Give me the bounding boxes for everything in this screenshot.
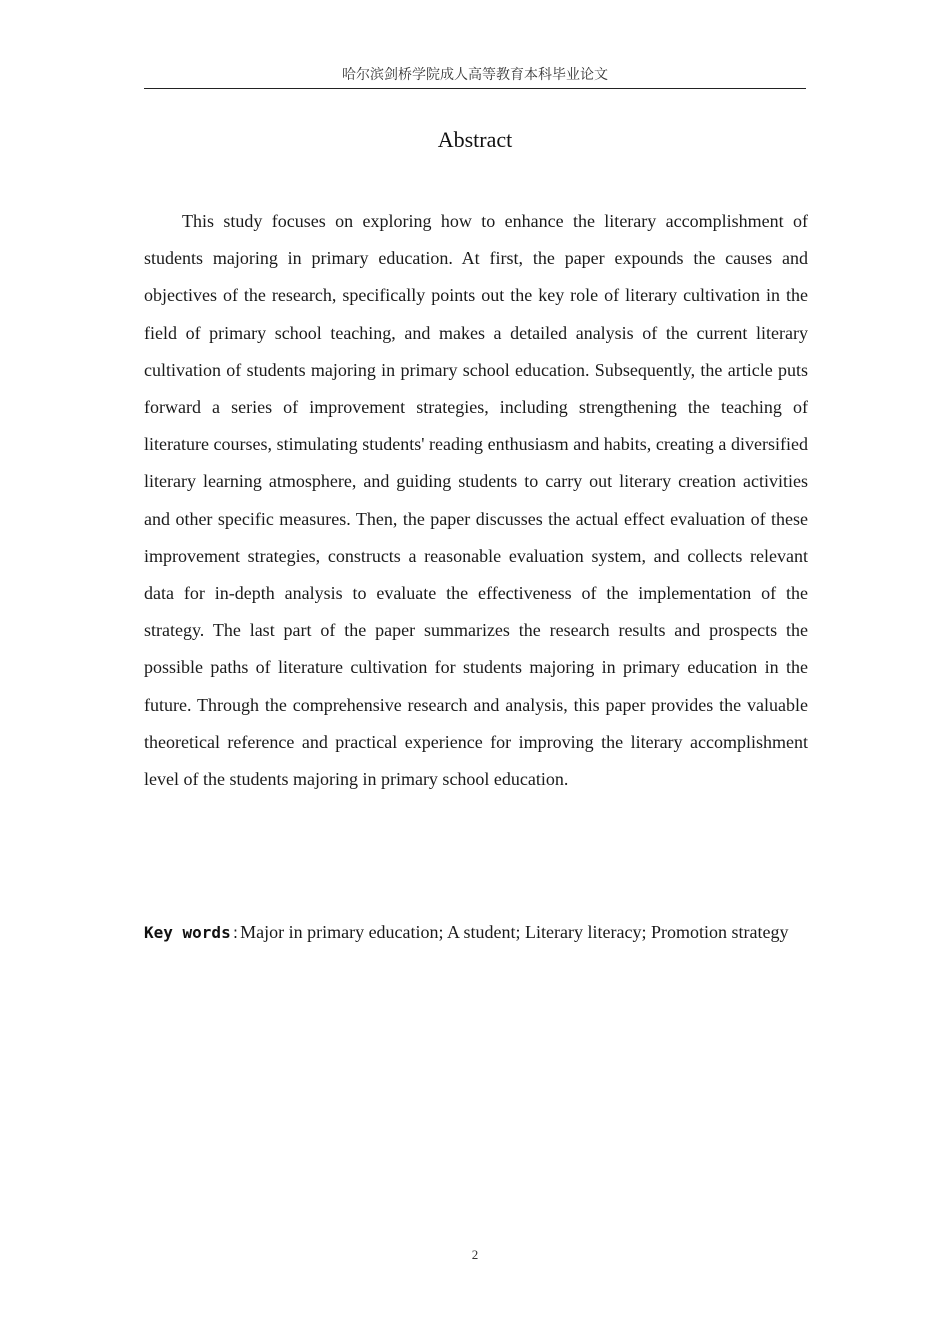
running-header: 哈尔滨剑桥学院成人高等教育本科毕业论文 [342, 67, 608, 83]
page-number: 2 [471, 1247, 479, 1262]
abstract-title: Abstract [437, 127, 513, 152]
keywords-label: Key words [144, 923, 231, 942]
header-rule [144, 88, 806, 89]
keywords-paragraph [144, 915, 806, 950]
keywords-separator: : [232, 923, 239, 942]
abstract-body: This study focuses on exploring how to enhance the literary accomplishment of students majoring in primary education. At first, the paper expounds the causes and objectives of the research, specifically points out the key role of literary cultivation in the field of primary school teaching, and makes a detailed analysis of the current literary cultivation of students majoring in primary school education. Subsequently, the article puts forward a series of improvement strategies, including strengthening the teaching of literature courses, stimulating students' reading enthusiasm and habits, creating a diversified literary learning atmosphere, and guiding students to carry out literary creation activities and other specific measures. Then, the paper discusses the actual effect evaluation of these improvement strategies, constructs a reasonable evaluation system, and collects relevant data for in-depth analysis to evaluate the effectiveness of the implementation of the strategy. The last part of the paper summarizes the research results and prospects the possible paths of literature cultivation for students majoring in primary education in the future. Through the comprehensive research and analysis, this paper provides the valuable theoretical reference and practical experience for improving the literary accomplishment level of the students majoring in primary school education. [144, 211, 808, 790]
keywords-text: Major in primary education; A student; Literary literacy; Promotion strategy [240, 922, 789, 942]
